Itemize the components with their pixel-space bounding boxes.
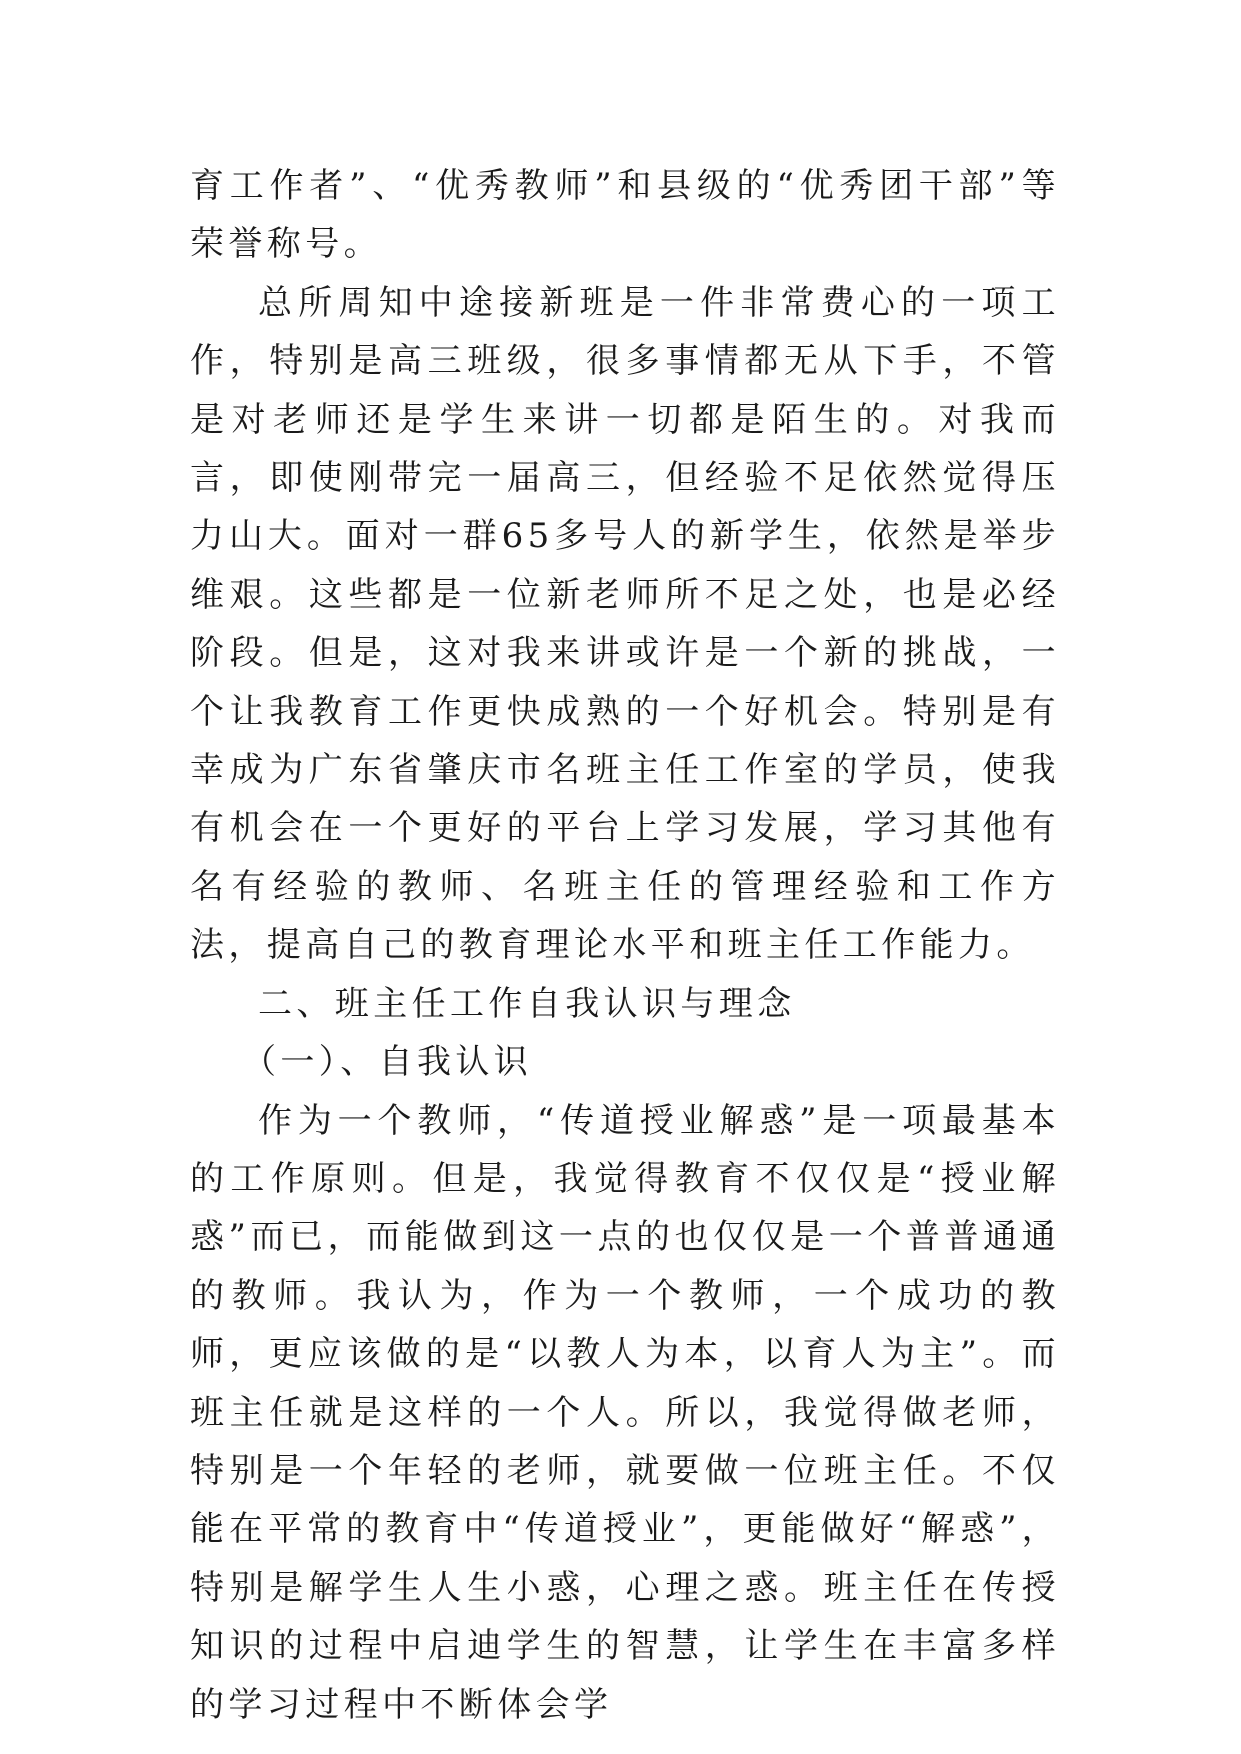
paragraph-new-class: 总所周知中途接新班是一件非常费心的一项工作，特别是高三班级，很多事情都无从下手，不管是对老师还是学生来讲一切都是陌生的。对我而言，即使刚带完一届高三，但经验不足依然觉得压力山大。面对一群65多号人的新学生，依然是举步维艰。这些都是一位新老师所不足之处，也是必经阶段。但是，这对我来讲或许是一个新的挑战，一个让我教育工作更快成熟的一个好机会。特别是有幸成为广东省肇庆市名班主任工作室的学员，使我有机会在一个更好的平台上学习发展，学习其他有名有经验的教师、名班主任的管理经验和工作方法，提高自己的教育理论水平和班主任工作能力。 <box>190 282 1060 966</box>
paragraph-continuation: 育工作者”、“优秀教师”和县级的“优秀团干部”等荣誉称号。 <box>190 166 1060 265</box>
paragraph-self-recognition: 作为一个教师，“传道授业解惑”是一项最基本的工作原则。但是，我觉得教育不仅仅是“授业解惑”而已，而能做到这一点的也仅仅是一个普普通通的教师。我认为，作为一个教师，一个成功的教师，更应该做的是“以教人为本，以育人为主”。而班主任就是这样的一个人。所以，我觉得做老师，特别是一个年轻的老师，就要做一位班主任。不仅能在平常的教育中“传道授业”，更能做好“解惑”，特别是解学生人生小惑，心理之惑。班主任在传授知识的过程中启迪学生的智慧，让学生在丰富多样的学习过程中不断体会学 <box>190 1100 1060 1725</box>
section-heading: 二、班主任工作自我认识与理念 <box>258 983 796 1024</box>
subsection-heading: （一）、自我认识 <box>242 1042 533 1083</box>
document-body <box>190 157 1060 1734</box>
